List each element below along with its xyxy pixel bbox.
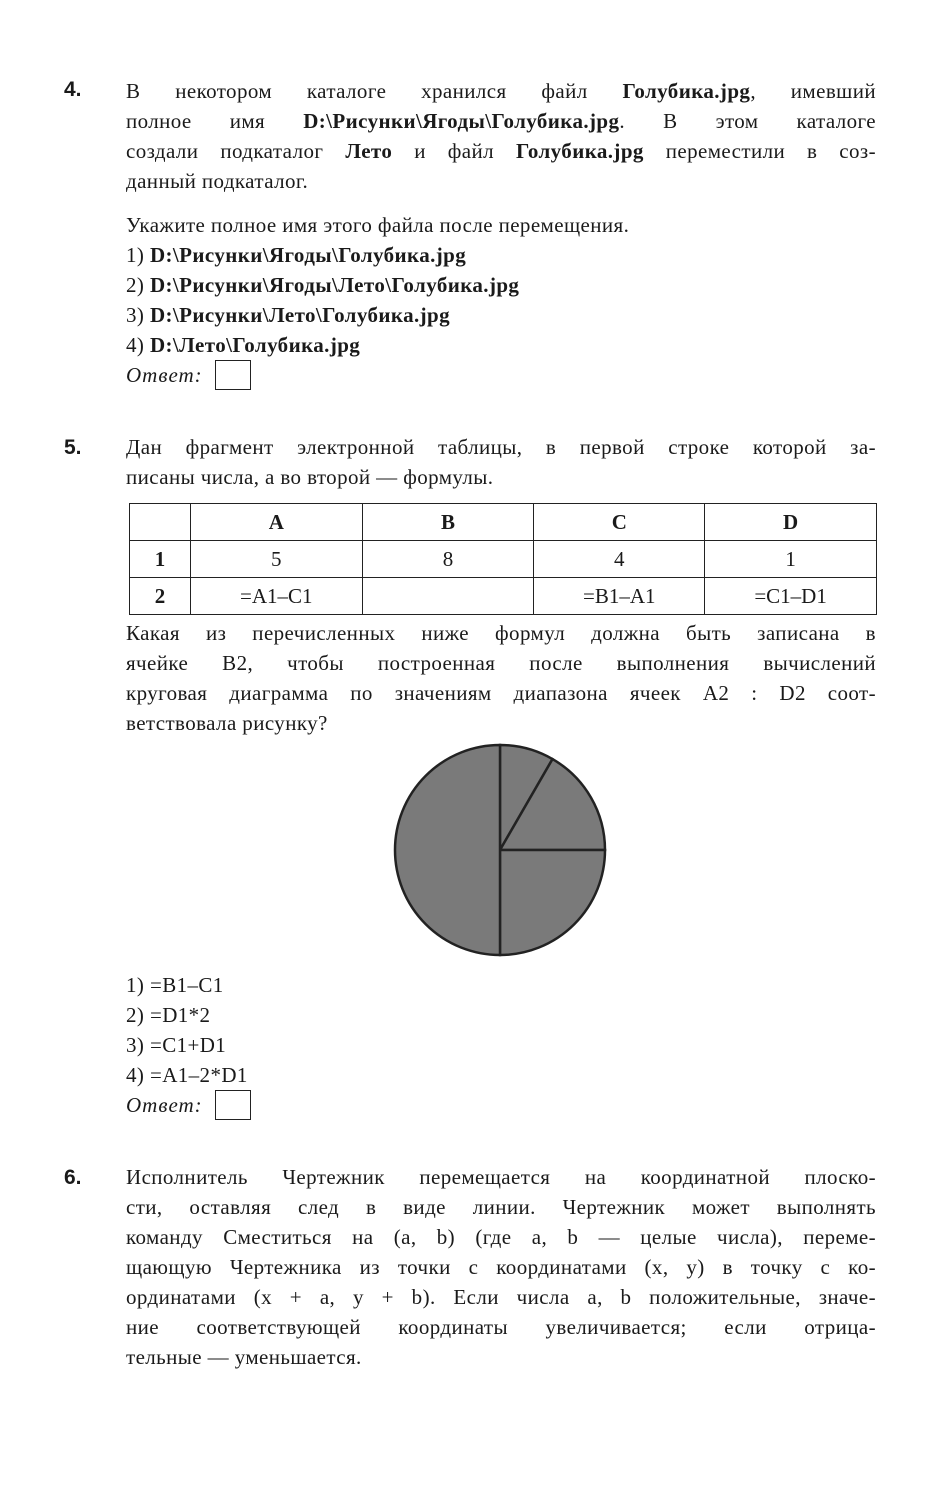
pie-chart <box>392 743 612 957</box>
pie-slice-c2 <box>500 850 605 955</box>
q6-number: 6. <box>64 1166 82 1189</box>
q4-line-4: данный подкаталог. <box>126 169 309 193</box>
q5-question-line-2: ячейке B2, чтобы построенная после выполнения вычислений <box>126 651 876 675</box>
q4-option-1[interactable]: 1) D:\Рисунки\Ягоды\Голубика.jpg <box>126 243 467 267</box>
header-col-b: B <box>362 504 534 541</box>
cell-b1: 8 <box>362 541 534 578</box>
q5-question-line-3: круговая диаграмма по значениям диапазона ячеек A2 : D2 соот- <box>126 681 876 705</box>
table-row <box>130 541 877 578</box>
q5-intro-line-1: Дан фрагмент электронной таблицы, в первой строке которой за- <box>126 435 876 459</box>
q4-answer-row <box>126 360 876 390</box>
header-corner <box>130 504 191 541</box>
q6-line-5: ординатами (x + a, y + b). Если числа a, b положительные, значе- <box>126 1285 876 1309</box>
cell-a2: =A1–C1 <box>190 578 362 615</box>
q6-line-2: сти, оставляя след в виде линии. Чертежник может выполнять <box>126 1195 876 1219</box>
table-row <box>130 578 877 615</box>
q5-options <box>126 970 876 1120</box>
q6-text <box>126 1162 876 1372</box>
header-col-d: D <box>705 504 877 541</box>
cell-d2: =C1–D1 <box>705 578 877 615</box>
q5-question-line-1: Какая из перечисленных ниже формул должна быть записана в <box>126 621 876 645</box>
q4-prompt-block <box>126 210 876 390</box>
q4-text <box>126 76 876 196</box>
q4-prompt: Укажите полное имя этого файла после перемещения. <box>126 213 630 237</box>
q5-intro <box>126 432 876 492</box>
q5-question-line-4: ветствовала рисунку? <box>126 711 328 735</box>
q4-answer-label: Ответ: <box>126 363 203 387</box>
header-col-a: A <box>190 504 362 541</box>
q6-line-4: щающую Чертежника из точки с координатами (x, y) в точку с ко- <box>126 1255 876 1279</box>
q4-answer-box[interactable] <box>215 360 251 390</box>
q5-answer-box[interactable] <box>215 1090 251 1120</box>
q6-line-3: команду Сместиться на (a, b) (где a, b — целые числа), переме- <box>126 1225 876 1249</box>
cell-a1: 5 <box>190 541 362 578</box>
q6-line-1: Исполнитель Чертежник перемещается на координатной плоско- <box>126 1165 876 1189</box>
q4-line-1: В некотором каталоге хранился файл Голубика.jpg, имевший <box>126 79 876 103</box>
cell-c1: 4 <box>534 541 705 578</box>
q4-option-4[interactable]: 4) D:\Лето\Голубика.jpg <box>126 333 361 357</box>
q4-option-3[interactable]: 3) D:\Рисунки\Лето\Голубика.jpg <box>126 303 450 327</box>
q6-line-7: тельные — уменьшается. <box>126 1345 362 1369</box>
q5-option-3[interactable]: 3) =C1+D1 <box>126 1033 227 1057</box>
q5-intro-line-2: писаны числа, а во второй — формулы. <box>126 465 494 489</box>
q5-answer-row <box>126 1090 876 1120</box>
header-col-c: C <box>534 504 705 541</box>
row-header-2: 2 <box>130 578 191 615</box>
cell-d1: 1 <box>705 541 877 578</box>
q4-number: 4. <box>64 78 82 101</box>
q4-line-2: полное имя D:\Рисунки\Ягоды\Голубика.jpg. В этом каталоге <box>126 109 876 133</box>
q5-option-1[interactable]: 1) =B1–C1 <box>126 973 224 997</box>
table-header-row <box>130 504 877 541</box>
q4-option-2[interactable]: 2) D:\Рисунки\Ягоды\Лето\Голубика.jpg <box>126 273 520 297</box>
cell-c2: =B1–A1 <box>534 578 705 615</box>
pie-slice-d2 <box>395 745 500 955</box>
q5-option-2[interactable]: 2) =D1*2 <box>126 1003 211 1027</box>
q5-question <box>126 618 876 738</box>
q4-line-3: создали подкаталог Лето и файл Голубика.jpg переместили в соз- <box>126 139 876 163</box>
cell-b2 <box>362 578 534 615</box>
q6-line-6: ние соответствующей координаты увеличивается; если отрица- <box>126 1315 876 1339</box>
q5-answer-label: Ответ: <box>126 1093 203 1117</box>
q5-option-4[interactable]: 4) =A1–2*D1 <box>126 1063 248 1087</box>
row-header-1: 1 <box>130 541 191 578</box>
q5-number: 5. <box>64 436 82 459</box>
spreadsheet-table <box>129 503 877 615</box>
